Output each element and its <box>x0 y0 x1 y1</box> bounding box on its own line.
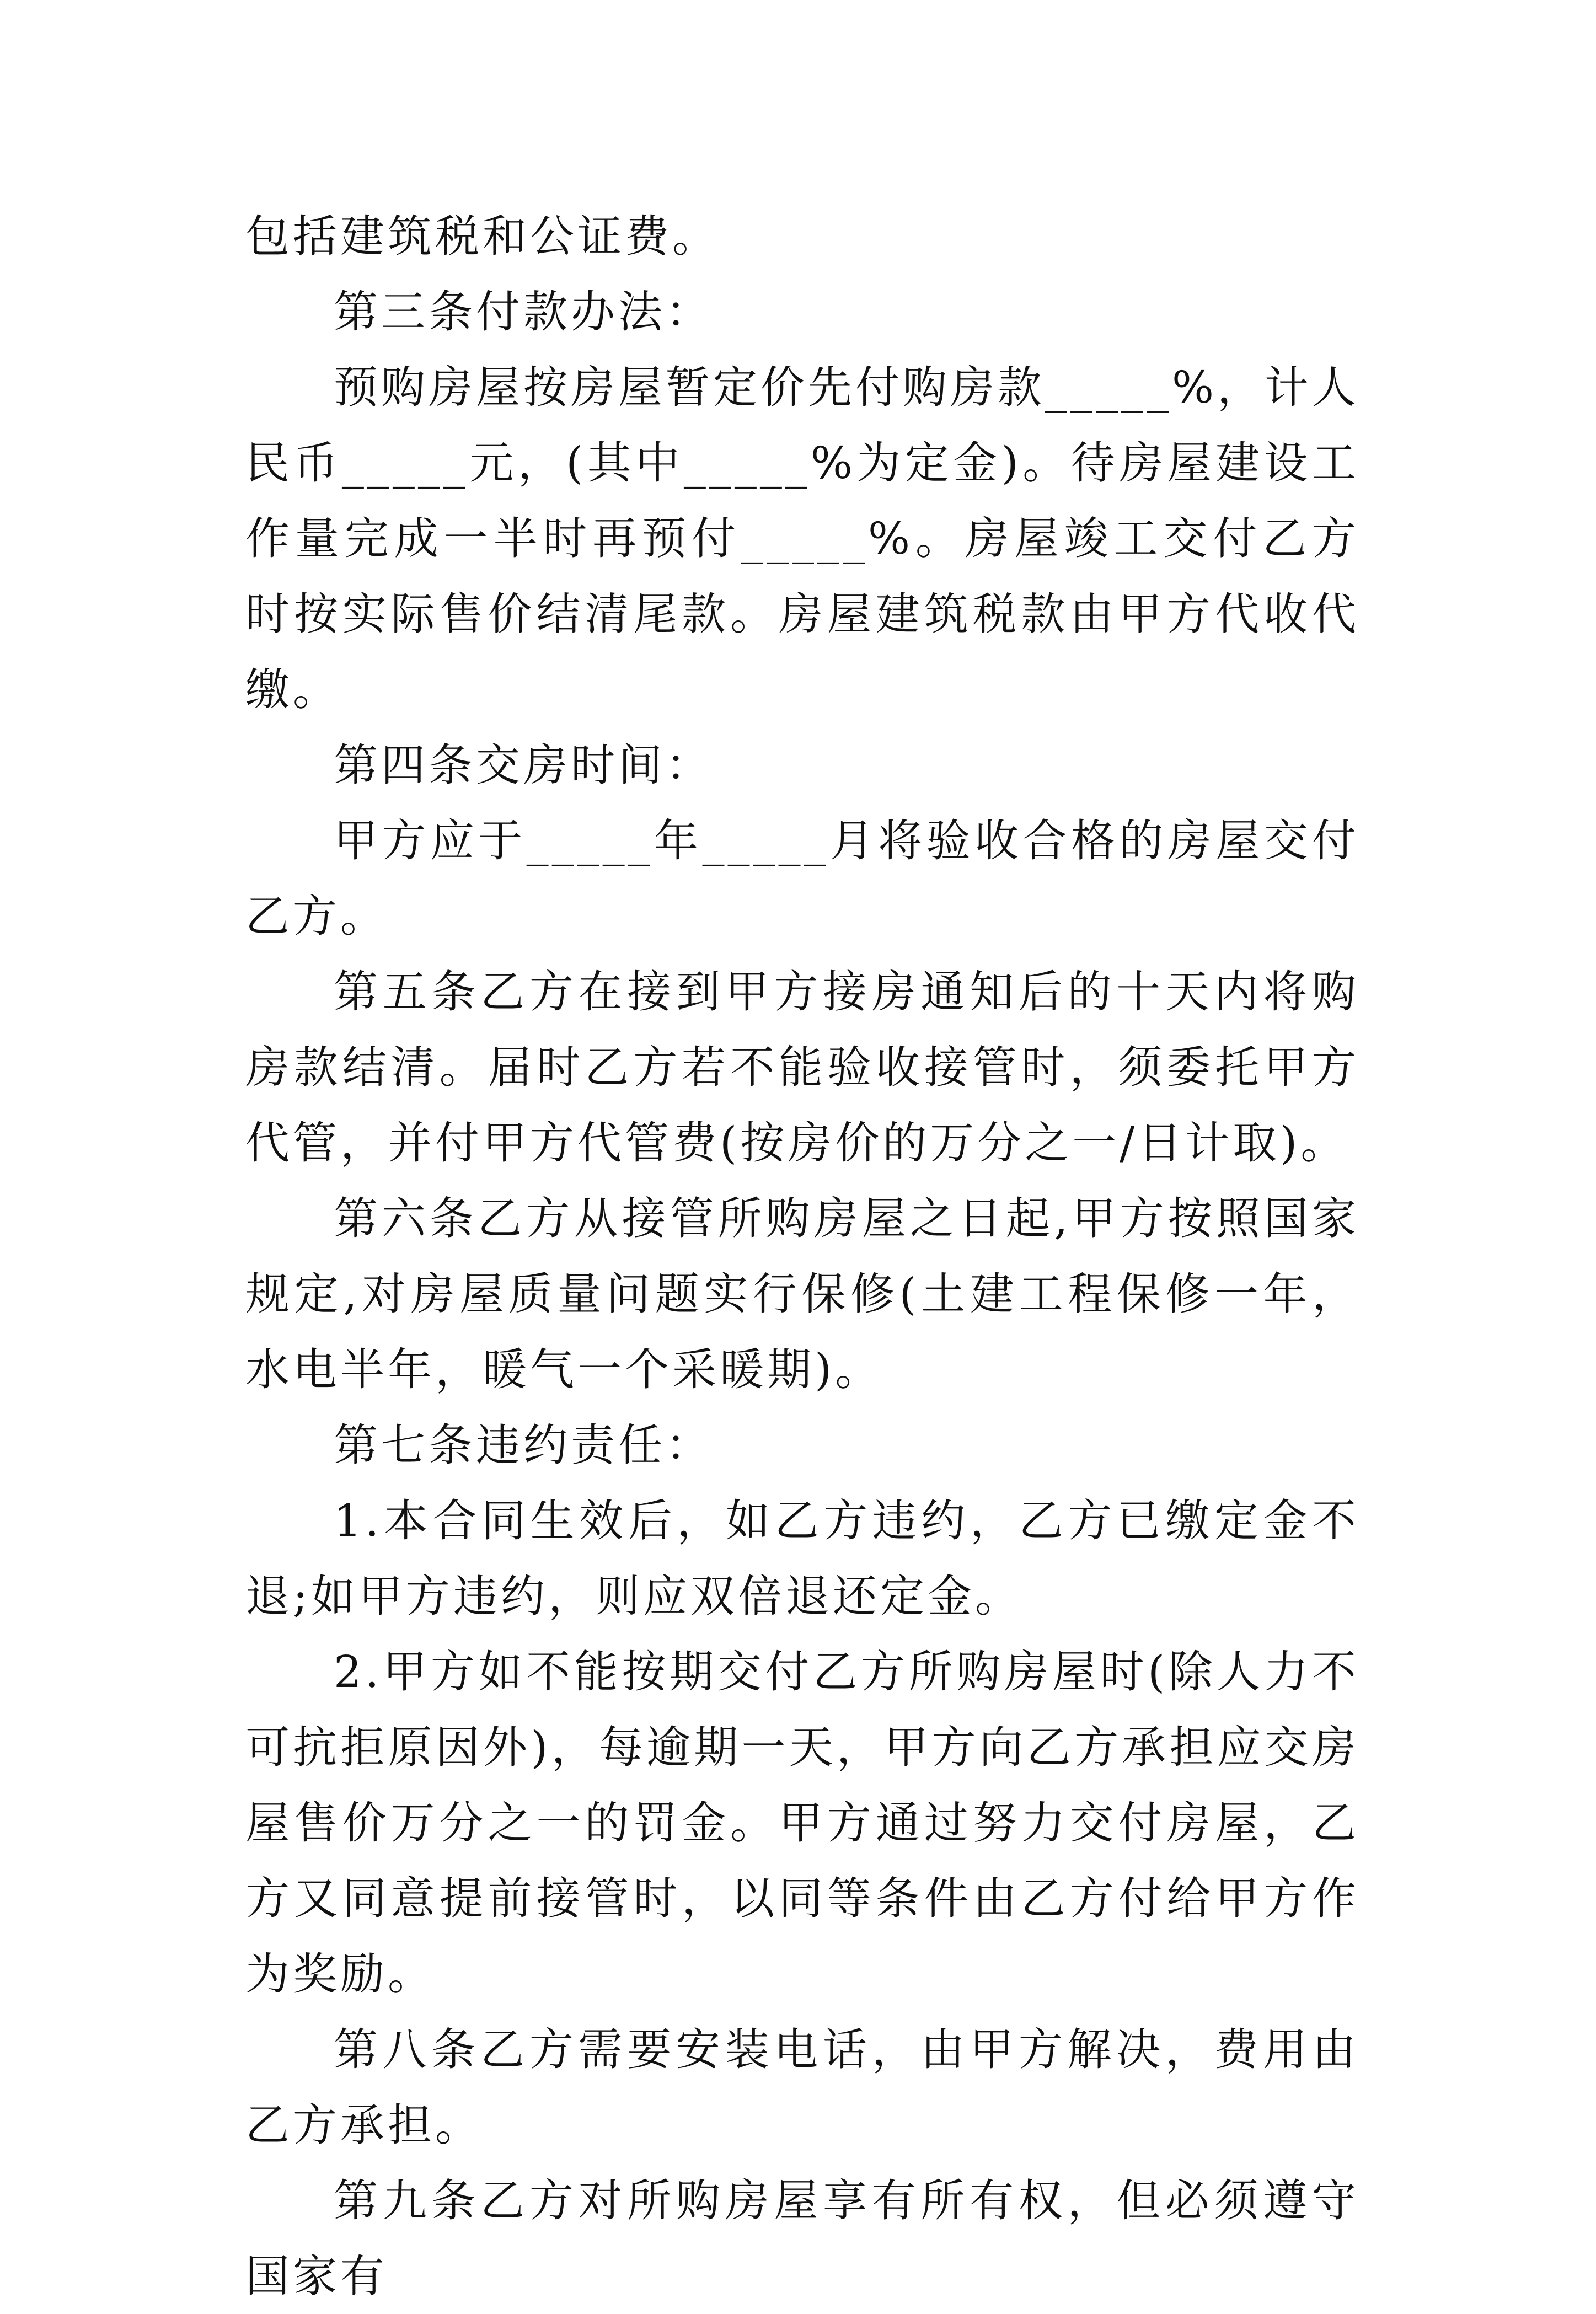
article-7-clause-2: 2.甲方如不能按期交付乙方所购房屋时(除人力不可抗拒原因外)，每逾期一天，甲方向乙方承担应交房屋售价万分之一的罚金。甲方通过努力交付房屋，乙方又同意提前接管时，以同等条件由乙方付给甲方作为奖励。 <box>245 1646 1359 2000</box>
article-3-body: 预购房屋按房屋暂定价先付购房款_____%，计人民币_____元，(其中_____%为定金)。待房屋建设工作量完成一半时再预付_____%。房屋竣工交付乙方时按实际售价结清尾款。房屋建筑税款由甲方代收代缴。 <box>245 362 1360 715</box>
article-7-heading: 第七条违约责任： <box>334 1420 713 1471</box>
document-body <box>245 199 1359 2314</box>
paragraph-continuation: 包括建筑税和公证费。 <box>245 211 720 262</box>
article-4-heading: 第四条交房时间： <box>334 740 713 791</box>
article-7-clause-1: 1.本合同生效后，如乙方违约，乙方已缴定金不退;如甲方违约，则应双倍退还定金。 <box>245 1495 1359 1622</box>
article-4-body: 甲方应于_____年_____月将验收合格的房屋交付乙方。 <box>245 815 1359 942</box>
article-8-paragraph: 第八条乙方需要安装电话，由甲方解决，费用由乙方承担。 <box>245 2024 1359 2151</box>
article-6-paragraph: 第六条乙方从接管所购房屋之日起,甲方按照国家规定,对房屋质量问题实行保修(土建工程保修一年，水电半年，暖气一个采暖期)。 <box>245 1193 1359 1395</box>
article-3-heading: 第三条付款办法： <box>334 286 713 338</box>
article-9-paragraph: 第九条乙方对所购房屋享有所有权，但必须遵守国家有 <box>245 2175 1359 2302</box>
article-5-paragraph: 第五条乙方在接到甲方接房通知后的十天内将购房款结清。届时乙方若不能验收接管时，须委托甲方代管，并付甲方代管费(按房价的万分之一/日计取)。 <box>245 966 1359 1169</box>
